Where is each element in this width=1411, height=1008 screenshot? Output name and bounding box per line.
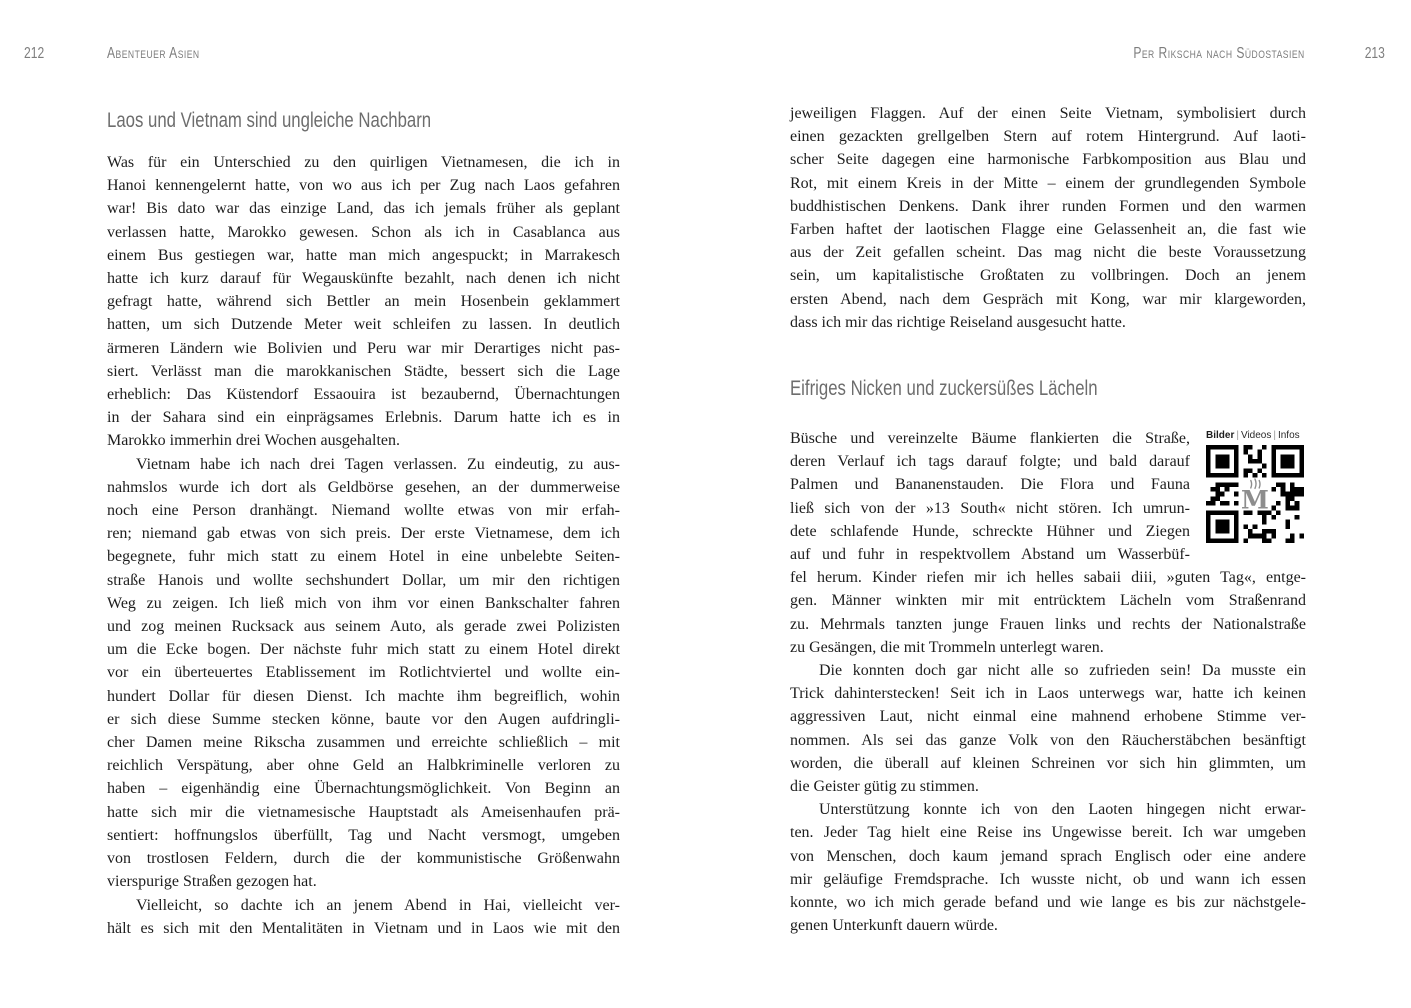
text-line: deren Verlauf ich tags darauf folgte; und bald darauf <box>790 453 1190 471</box>
qr-label-separator: | <box>1273 430 1276 442</box>
page-number-right: 213 <box>1364 45 1385 62</box>
text-line: auf und fuhr in respektvollem Abstand um Wasserbüf- <box>790 546 1190 564</box>
qr-media-block <box>1206 429 1306 543</box>
text-line: hatte sich mir die vietnamesische Hauptstadt als Ameisenhaufen prä- <box>107 803 620 821</box>
page-left <box>107 108 620 940</box>
text-line: aggressiven Laut, nicht einmal eine mahnend erhobene Stimme ver- <box>790 708 1306 726</box>
text-line: ten. Jeder Tag hielt eine Reise ins Ungewisse bereit. Ich war umgeben <box>790 824 1306 842</box>
text-line: hält es sich mit den Mentalitäten in Vietnam und in Laos wie mit den <box>107 919 620 937</box>
paragraph <box>790 427 1306 659</box>
text-line: Rot, mit einem Kreis in der Mitte – einem der grundlegenden Symbole <box>790 174 1306 192</box>
text-line: erheblich: Das Küstendorf Essaouira ist bezaubernd, Übernachtungen <box>107 386 620 404</box>
text-line: dass ich mir das richtige Reiseland ausgesucht hatte. <box>790 313 1126 331</box>
page-right <box>790 102 1306 938</box>
text-line: vor ein überteuertes Etablissement im Rotlichtviertel und wollte ein- <box>107 664 620 682</box>
text-line: nahmslos wurde ich dort als Geldbörse gesehen, an der dummerweise <box>107 478 620 496</box>
qr-label-infos: Infos <box>1277 430 1300 442</box>
paragraph <box>107 894 620 940</box>
paragraph <box>790 659 1306 798</box>
qr-label-bilder: Bilder <box>1206 430 1235 442</box>
paragraph <box>790 102 1306 334</box>
text-line: verlassen hatte, Marokko gewesen. Schon als ich in Casablanca aus <box>107 223 620 241</box>
text-line: noch eine Person dranhängt. Niemand wollte etwas von mir erfah- <box>107 502 620 520</box>
text-line: Büsche und vereinzelte Bäume flankierten die Straße, <box>790 430 1190 448</box>
qr-code-icon <box>1206 445 1304 543</box>
body-text-left <box>107 151 620 940</box>
text-line: scher Seite dagegen eine harmonische Farbkomposition aus Blau und <box>790 151 1306 169</box>
text-line: zu Gesängen, die mit Trommeln unterlegt waren. <box>790 638 1104 656</box>
text-line: Vielleicht, so dachte ich an jenem Abend in Hai, vielleicht ver- <box>136 896 620 914</box>
text-line: um die Ecke bogen. Der nächste fuhr mich statt zu einem Hotel direkt <box>107 641 620 659</box>
qr-label-separator: | <box>1236 430 1239 442</box>
running-header-left: Abenteuer Asien <box>107 45 200 62</box>
text-line: Farben haftet der laotischen Flagge eine Gelassenheit an, die fast wie <box>790 221 1306 239</box>
text-line: war! Bis dato war das einzige Land, das ich jemals früher als geplant <box>107 200 620 218</box>
text-line: von Menschen, doch kaum jemand sprach Englisch oder eine andere <box>790 847 1306 865</box>
text-line: Marokko immerhin drei Wochen ausgehalten. <box>107 432 400 450</box>
running-header-right: Per Rikscha nach Südostasien <box>1133 45 1305 62</box>
body-text-right-top <box>790 102 1306 334</box>
heading-text: Laos und Vietnam sind ungleiche Nachbarn <box>107 108 432 132</box>
body-text-right-mid <box>790 427 1306 937</box>
paragraph <box>107 453 620 894</box>
text-line: hundert Dollar für diesen Dienst. Ich machte ihm begreiflich, wohin <box>107 687 620 705</box>
text-line: einen gezackten grellgelben Stern auf rotem Hintergrund. Auf laoti- <box>790 128 1306 146</box>
text-line: gefragt hatte, während sich Bettler an mein Hosenbein geklammert <box>107 293 620 311</box>
text-line: Trick dahinterstecken! Seit ich in Laos unterwegs war, hatte ich keinen <box>790 685 1306 703</box>
text-line: mir geläufige Fremdsprache. Ich wusste nicht, ob und wann ich essen <box>790 870 1306 888</box>
text-line: hatte ich kurz darauf für Wegauskünfte bezahlt, nach denen ich nicht <box>107 270 620 288</box>
text-line: vierspurige Straßen gezogen hat. <box>107 873 317 891</box>
text-line: Die konnten doch gar nicht alle so zufrieden sein! Da musste ein <box>819 662 1306 680</box>
text-line: von trostlosen Feldern, durch die der kommunistische Größenwahn <box>107 850 620 868</box>
text-line: fel herum. Kinder riefen mir ich helles sabaii diii, »guten Tag«, entge- <box>790 569 1306 587</box>
text-line: ersten Abend, nach dem Gespräch mit Kong, war mir klargeworden, <box>790 290 1306 308</box>
section-heading-right <box>790 376 1306 400</box>
text-line: einem Bus gestiegen war, hatte man mich angespuckt; in Marrakesch <box>107 246 620 264</box>
text-line: und zog meinen Rucksack aus seinem Auto, als gerade zwei Polizisten <box>107 618 620 636</box>
text-line: sentiert: hoffnungslos überfüllt, Tag und Nacht versmogt, umgeben <box>107 826 620 844</box>
text-line: konnte, wo ich mich gerade befand und wie lange es bis zur nächstgele- <box>790 894 1306 912</box>
text-line: sein, um kapitalistische Großtaten zu vollbringen. Doch an jenem <box>790 267 1306 285</box>
text-line: die Geister gütig zu stimmen. <box>790 778 979 796</box>
page-number-left: 212 <box>24 45 45 62</box>
text-line: hatten, um sich Dutzende Meter weit schleifen zu lassen. In deutlich <box>107 316 620 334</box>
text-line: er sich diese Summe stecken könne, baute vor den Augen aufdringli- <box>107 710 620 728</box>
svg-text:M: M <box>1241 484 1269 515</box>
qr-label-videos: Videos <box>1240 430 1272 442</box>
text-line: Unterstützung konnte ich von den Laoten hingegen nicht erwar- <box>819 801 1306 819</box>
text-line: gen. Männer winkten mir mit entrücktem Lächeln vom Straßenrand <box>790 592 1306 610</box>
text-line: jeweiligen Flaggen. Auf der einen Seite Vietnam, symbolisiert durch <box>790 105 1306 122</box>
heading-text: Eifriges Nicken und zuckersüßes Lächeln <box>790 376 1098 401</box>
paragraph <box>107 151 620 453</box>
text-line: genen Unterkunft dauern würde. <box>790 917 998 935</box>
text-line: Weg zu zeigen. Ich ließ mich von ihm vor einen Bankschalter fahren <box>107 594 620 612</box>
text-line: siert. Verlässt man die marokkanischen Städte, bessert sich die Lage <box>107 362 620 380</box>
text-line: ließ sich von der »13 South« nicht stören. Ich umrun- <box>790 499 1190 517</box>
text-line: Vietnam habe ich nach drei Tagen verlassen. Zu eindeutig, zu aus- <box>136 455 620 473</box>
text-line: Was für ein Unterschied zu den quirligen Vietnamesen, die ich in <box>107 154 620 171</box>
paragraph <box>790 798 1306 937</box>
text-line: in der Sahara sind ein einprägsames Erlebnis. Darum hatte ich es in <box>107 409 620 427</box>
text-line: aus der Zeit gefallen scheint. Das mag nicht die beste Voraussetzung <box>790 244 1306 262</box>
qr-label <box>1206 429 1306 442</box>
text-line: dete schlafende Hunde, schreckte Hühner und Ziegen <box>790 522 1190 540</box>
text-line: reichlich Verspätung, aber ohne Geld an Halbkriminelle verloren zu <box>107 757 620 775</box>
text-line: ren; niemand gab etwas von sich preis. Der erste Vietnamese, dem ich <box>107 525 620 543</box>
text-line: nommen. Als sei das ganze Volk von den Räucherstäbchen besänftigt <box>790 731 1306 749</box>
text-line: zu. Mehrmals tanzten junge Frauen links und rechts der Nationalstraße <box>790 615 1306 633</box>
text-line: cher Damen meine Rikscha zusammen und erreichte schließlich – mit <box>107 734 620 752</box>
text-line: Hanoi kennengelernt hatte, von wo aus ich per Zug nach Laos gefahren <box>107 177 620 195</box>
section-heading-left <box>107 108 620 132</box>
text-line: ärmeren Ländern wie Bolivien und Peru war mir Derartiges nicht pas- <box>107 339 620 357</box>
text-line: haben – eigenhändig eine Übernachtungsmöglichkeit. Von Beginn an <box>107 780 620 798</box>
text-line: worden, die überall auf kleinen Schreinen vor sich hin glimmten, um <box>790 754 1306 772</box>
text-line: buddhistischen Denkens. Dank ihrer runden Formen und den warmen <box>790 197 1306 215</box>
text-line: Palmen und Bananenstauden. Die Flora und Fauna <box>790 476 1190 494</box>
text-line: straße Hanois und wollte sechshundert Dollar, um mir den richtigen <box>107 571 620 589</box>
text-line: begegnete, fuhr mich statt zu einem Hotel in eine unbelebte Seiten- <box>107 548 620 566</box>
